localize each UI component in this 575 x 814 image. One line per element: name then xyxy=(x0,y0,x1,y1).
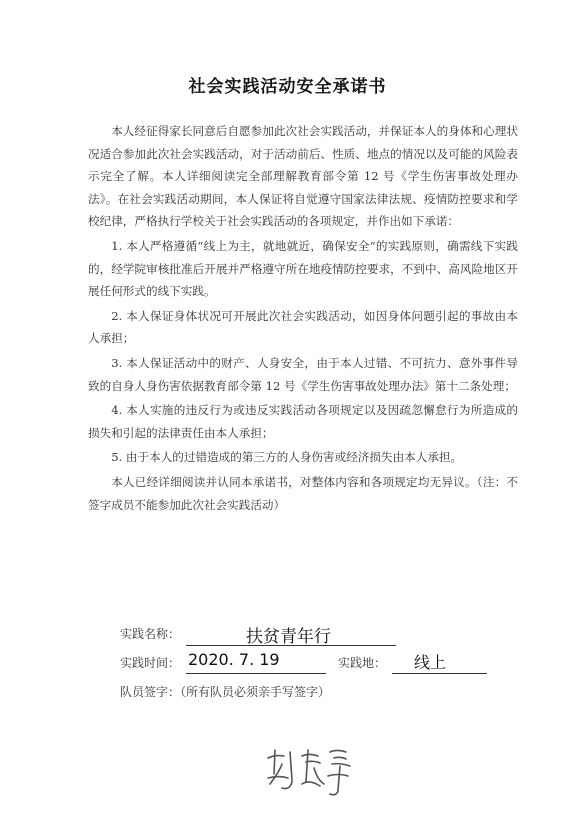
practice-place-row xyxy=(338,654,386,671)
document-body xyxy=(88,120,518,516)
practice-name-row xyxy=(120,625,180,642)
practice-time-underline xyxy=(186,673,326,674)
practice-time-value: 2020. 7. 19 xyxy=(188,650,280,669)
practice-time-label: 实践时间： xyxy=(120,656,181,670)
document-title: 社会实践活动安全承诺书 xyxy=(188,77,387,97)
paragraph-intro: 本人经征得家长同意后自愿参加此次社会实践活动，并保证本人的身体和心理状况适合参加此次社会实践活动，对于活动前后、性质、地点的情况以及可能的风险表示完全了解。本人详细阅读完全部理解教育部令第 12 号《学生伤害事故处理办法》。在社会实践活动期间，本人保证将自觉遵守国家法律法规、疫情防控要求和学校纪律，严格执行学校关于社会实践活动的各项规定，并作出如下承诺： xyxy=(88,124,518,229)
practice-name-value: 扶贫青年行 xyxy=(246,627,331,647)
practice-name-label: 实践名称： xyxy=(120,627,181,641)
paragraph-item-5: 5. 由于本人的过错造成的第三方的人身伤害或经济损失由本人承担。 xyxy=(111,450,463,465)
paragraph-item-1: 1. 本人严格遵循“线上为主，就地就近，确保安全”的实践原则，确需线下实践的，经学院审核批准后开展并严格遵守所在地疫情防控要求，不到中、高风险地区开展任何形式的线下实践。 xyxy=(88,238,518,299)
practice-time-row xyxy=(120,654,180,671)
paragraph-item-2: 2. 本人保证身体状况可开展此次社会实践活动，如因身体问题引起的事故由本人承担； xyxy=(88,308,518,346)
member-signature-row xyxy=(120,683,330,700)
paragraph-closing: 本人已经详细阅读并认同本承诺书，对整体内容和各项规定均无异议。（注：不签字成员不能参加此次社会实践活动） xyxy=(88,474,518,512)
practice-place-underline xyxy=(392,673,487,674)
member-signature-label: 队员签字：（所有队员必须亲手写签字） xyxy=(120,685,331,699)
handwritten-signature xyxy=(262,740,362,800)
paragraph-item-4: 4. 本人实施的违反行为或违反实践活动各项规定以及因疏忽懈怠行为所造成的损失和引起的法律责任由本人承担； xyxy=(88,403,518,440)
practice-place-value: 线上 xyxy=(414,653,447,672)
paragraph-item-3: 3. 本人保证活动中的财产、人身安全，由于本人过错、不可抗力、意外事件导致的自身人身伤害依据教育部令第 12 号《学生伤害事故处理办法》第十二条处理； xyxy=(88,355,518,393)
practice-place-label: 实践地： xyxy=(338,656,387,670)
